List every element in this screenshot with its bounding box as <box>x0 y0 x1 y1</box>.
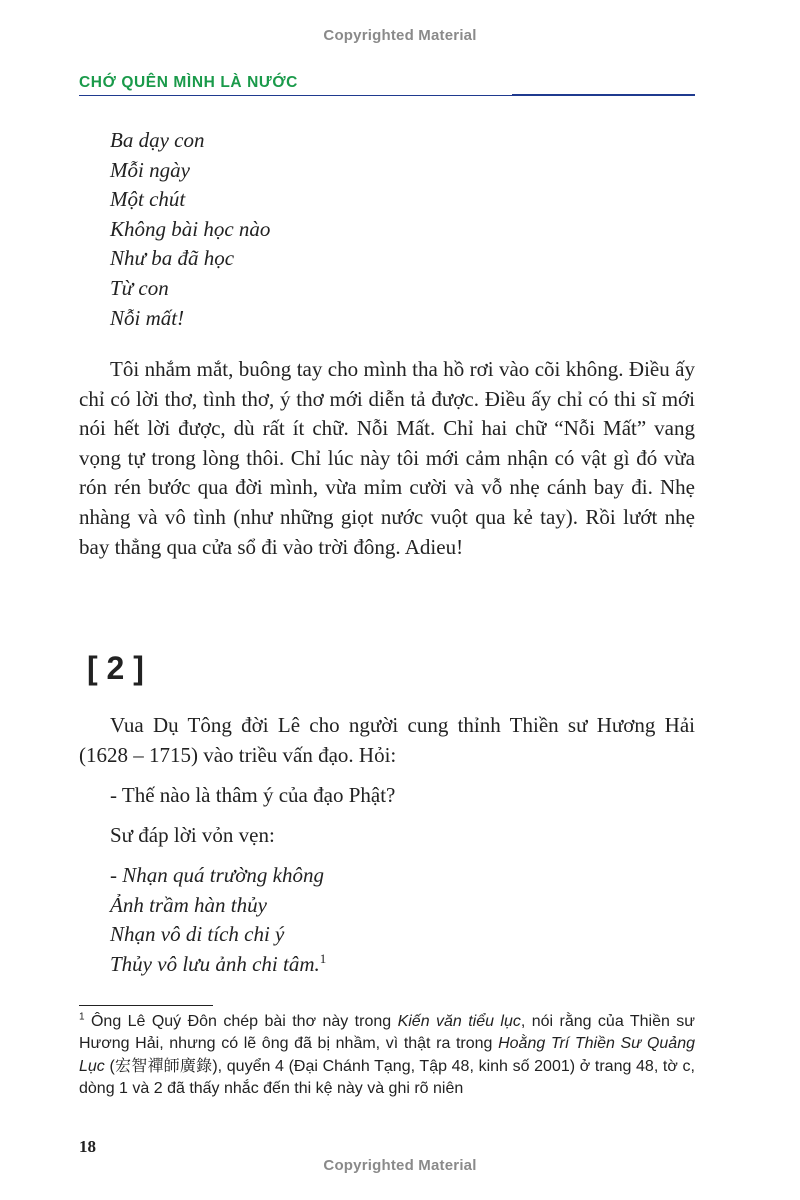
footnote-text: (宏智禪師廣錄), quyển 4 (Đại Chánh Tạng, Tập 48, kinh số 2001) ở trang 48, tờ c, dòng 1 và 2 đã thấy nhắc đến thi kệ này và ghi rõ niên <box>79 1057 695 1098</box>
verse-line: - Nhạn quá trường không <box>110 863 324 887</box>
poem-line: Một chút <box>110 187 186 212</box>
verse-line-text: Thủy vô lưu ảnh chi tâm. <box>110 951 320 976</box>
copyright-watermark-bottom: Copyrighted Material <box>323 1157 477 1174</box>
running-header-title: CHỚ QUÊN MÌNH LÀ NƯỚC <box>79 74 298 91</box>
copyright-watermark-top: Copyrighted Material <box>323 27 477 44</box>
verse-line-last <box>110 950 326 980</box>
poem-line: Như ba đã học <box>110 246 235 271</box>
poem-line: Nỗi mất! <box>110 305 185 330</box>
poem-line: Từ con <box>110 275 169 300</box>
poem-line: Không bài học nào <box>110 216 271 241</box>
footnote-separator <box>79 1005 213 1006</box>
verse-line: Nhạn vô di tích chi ý <box>110 922 285 947</box>
body-paragraph-1: Tôi nhắm mắt, buông tay cho mình tha hồ rơi vào cõi không. Điều ấy chỉ có lời thơ, tình thơ, ý thơ mới diễn tả được. Điều ấy chỉ có thi sĩ mới nói hết lời được, dù rất ít chữ. Nỗi Mất. Chỉ hai chữ “Nỗi Mất” vang vọng tự trong lòng thôi. Chỉ lúc này tôi mới cảm nhận có vật gì đó vừa rón rén bước qua đời mình, vừa mỉm cười và vỗ nhẹ cánh bay đi. Nhẹ nhàng và vô tình (như những giọt nước vuột qua kẻ tay). Rồi lướt nhẹ bay thẳng qua cửa sổ đi vào trời đông. Adieu! <box>79 357 695 559</box>
question-line: - Thế nào là thâm ý của đạo Phật? <box>110 783 396 807</box>
verse-block <box>110 861 326 979</box>
verse-line: Ảnh trầm hàn thủy <box>110 892 267 917</box>
footnote-text: Ông Lê Quý Đôn chép bài thơ này trong <box>84 1013 398 1030</box>
page-number: 18 <box>79 1137 96 1156</box>
answer-intro-line: Sư đáp lời vỏn vẹn: <box>110 823 275 847</box>
body-paragraph-2: Vua Dụ Tông đời Lê cho người cung thỉnh Thiền sư Hương Hải (1628 – 1715) vào triều vấn đạo. Hỏi: <box>79 713 695 767</box>
poem-line: Ba dạy con <box>110 128 205 152</box>
poem-line: Mỗi ngày <box>110 157 190 182</box>
footnote-reference[interactable]: 1 <box>319 950 327 966</box>
footnote-book-title: Kiến văn tiểu lục <box>397 1013 521 1030</box>
section-heading: [ 2 ] <box>87 650 144 686</box>
footnote-marker: 1 <box>79 1011 85 1023</box>
poem-block <box>110 126 270 333</box>
footnote-book-title: Hoằng Trí Thiền Sư Quảng Lục <box>79 1035 695 1075</box>
header-rule-accent <box>512 94 695 96</box>
footnote-text: , nói rằng của Thiền sư Hương Hải, nhưng có lẽ ông đã bị nhầm, vì thật ra trong <box>79 1013 695 1053</box>
footnote <box>79 1011 695 1101</box>
